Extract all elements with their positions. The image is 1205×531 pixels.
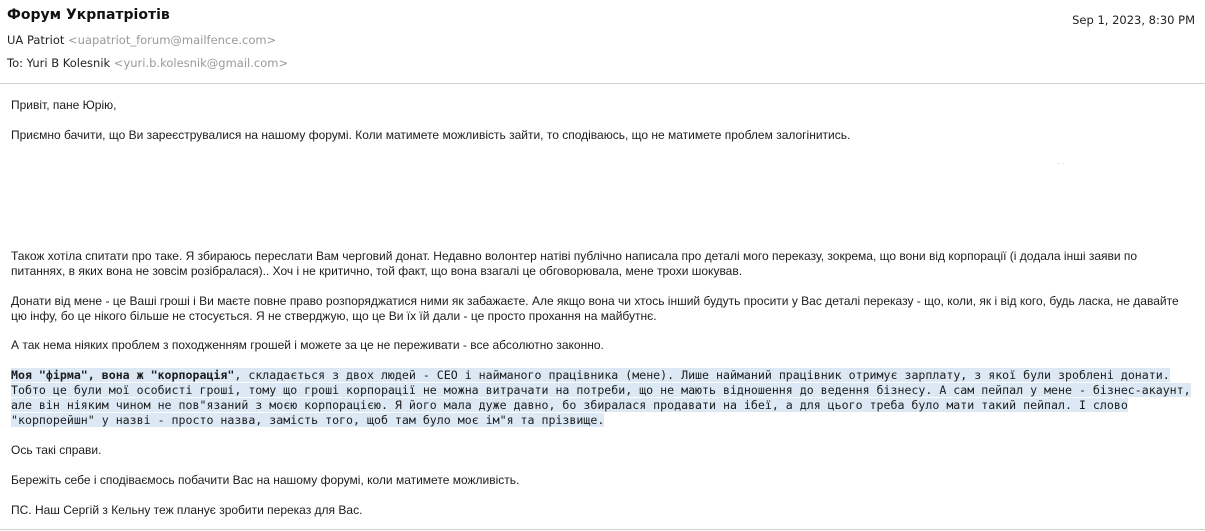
recipient-name[interactable]: Yuri B Kolesnik — [26, 56, 111, 70]
body-paragraph-4: А так нема ніяких проблем з походженням грошей і можете за це не переживати - все абсолютно законно. — [11, 338, 604, 352]
highlight-bold-lead: Моя "фірма", вона ж "корпорація" — [11, 368, 235, 382]
recipient-address[interactable]: <yuri.b.kolesnik@gmail.com> — [113, 56, 289, 70]
highlight-text: , складається з двох людей - CEO і найманого працівника (мене). Лише найманий працівник отримує зарплату, з якої були зроблені донати. Тобто це були мої особисті гроші, тому що гроші корпорації не можна витрачати на потреби, що не мають відношення до ведення бізнесу. А сам пейпал у мене - бізнес-акаунт, але він ніяким чином не пов"язаний з моєю корпорацією. Я його мала дуже давно, бо збиралася продавати на ібеї, а для цього треба було мати такий пейпал. І слово "корпорейшн" у назві - просто назва, замість того, щоб там було моє ім"я та прізвище. — [11, 368, 1191, 427]
body-paragraph-7: Бережіть себе і сподіваємось побачити Вас на нашому форумі, коли матимете можливість. — [11, 473, 520, 487]
email-subject: Форум Укрпатріотів — [7, 7, 170, 23]
sender-name[interactable]: UA Patriot — [7, 33, 65, 47]
highlight-selection — [11, 368, 1191, 427]
highlighted-paragraph — [11, 368, 1191, 428]
recipient-prefix: To: — [7, 56, 23, 70]
body-paragraph-3: Донати від мене - це Ваші гроші і Ви маєте повне право розпоряджатися ними як забажаєте. Але якщо вона чи хтось інший будуть просити у Вас деталі переказу - що, коли, як і від кого, будь ласка, не давайте цю інфу, бо це нікого більше не стосується. Я не стверджую, що це Ви їх їй дали - це просто прохання на майбутнє. — [11, 294, 1179, 323]
body-paragraph-6: Ось такі справи. — [11, 443, 102, 457]
email-header — [0, 0, 1205, 84]
recipient-line[interactable] — [7, 56, 288, 70]
scan-artifact: · · — [1057, 159, 1065, 168]
postscript-paragraph: ПС. Наш Сергій з Кельну теж планує зробити переказ для Вас. — [11, 503, 363, 517]
sender-line[interactable] — [7, 33, 276, 47]
body-paragraph-1: Приємно бачити, що Ви зареєструвалися на нашому форумі. Коли матимете можливість зайти, то сподіваюсь, що не матимете проблем залогінитись. — [11, 128, 851, 142]
greeting-paragraph: Привіт, пане Юрію, — [11, 98, 117, 112]
bottom-divider — [0, 529, 1205, 530]
body-paragraph-2: Також хотіла спитати про таке. Я збираюсь переслати Вам черговий донат. Недавно волонтер натіві публічно написала про деталі мого переказу, зокрема, що вони від корпорації (і додала інші заяви по питаннях, в яких вона не зовсім розібралася).. Хоч і не критично, той факт, що вона взагалі це обговорювала, мене трохи шокував. — [11, 249, 1138, 278]
sender-address[interactable]: <uapatriot_forum@mailfence.com> — [68, 33, 277, 47]
email-date: Sep 1, 2023, 8:30 PM — [1072, 13, 1195, 27]
